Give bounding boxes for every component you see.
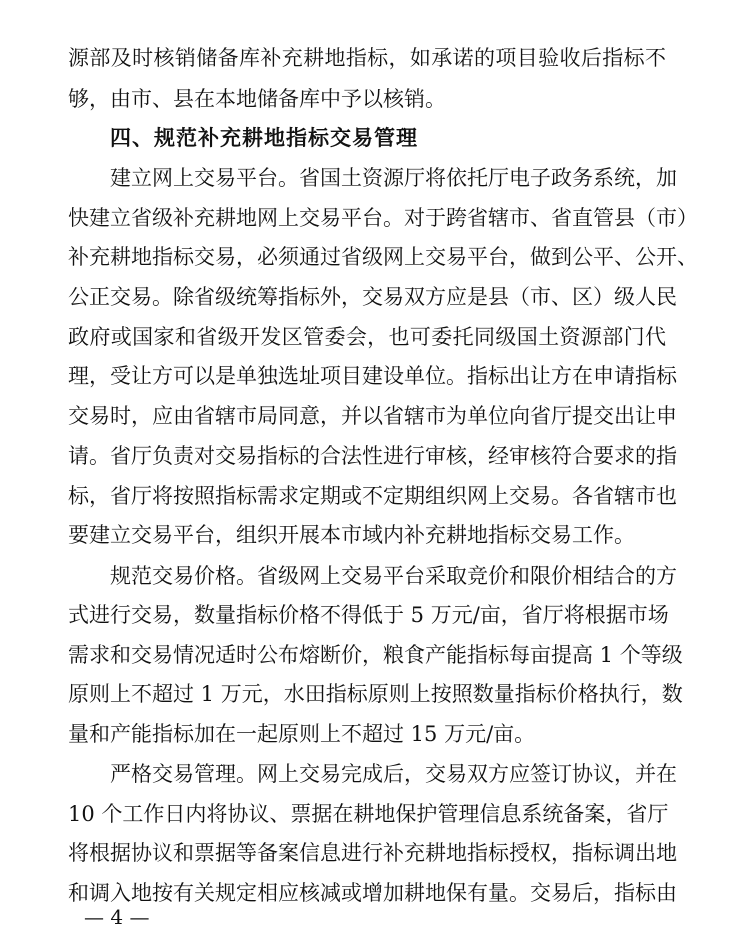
body-line: 理，受让方可以是单独选址项目建设单位。指标出让方在申请指标 bbox=[68, 364, 677, 388]
body-line: 量和产能指标加在一起原则上不超过 15 万元/亩。 bbox=[68, 722, 536, 746]
body-line: 标，省厅将按照指标需求定期或不定期组织网上交易。各省辖市也 bbox=[68, 484, 677, 508]
page-number: — 4 — bbox=[84, 905, 150, 929]
body-line: 10 个工作日内将协议、票据在耕地保护管理信息系统备案，省厅 bbox=[68, 802, 669, 826]
body-line: 交易时，应由省辖市局同意，并以省辖市为单位向省厅提交出让申 bbox=[68, 404, 677, 428]
body-line: 源部及时核销储备库补充耕地指标，如承诺的项目验收后指标不 bbox=[68, 46, 666, 70]
body-line: 政府或国家和省级开发区管委会，也可委托同级国土资源部门代 bbox=[68, 325, 666, 349]
body-line: 公正交易。除省级统筹指标外，交易双方应是县（市、区）级人民 bbox=[68, 285, 677, 309]
body-line: 将根据协议和票据等备案信息进行补充耕地指标授权，指标调出地 bbox=[68, 841, 677, 865]
body-line: 和调入地按有关规定相应核减或增加耕地保有量。交易后，指标由 bbox=[68, 881, 677, 905]
body-line: 原则上不超过 1 万元，水田指标原则上按照数量指标价格执行，数 bbox=[68, 682, 683, 706]
body-line: 式进行交易，数量指标价格不得低于 5 万元/亩，省厅将根据市场 bbox=[68, 603, 669, 627]
paragraph-start-line: 规范交易价格。省级网上交易平台采取竞价和限价相结合的方 bbox=[110, 564, 677, 588]
body-line: 需求和交易情况适时公布熔断价，粮食产能指标每亩提高 1 个等级 bbox=[68, 643, 683, 667]
paragraph-start-line: 建立网上交易平台。省国土资源厅将依托厅电子政务系统，加 bbox=[110, 166, 677, 190]
section-heading: 四、规范补充耕地指标交易管理 bbox=[110, 126, 418, 150]
body-line: 请。省厅负责对交易指标的合法性进行审核，经审核符合要求的指 bbox=[68, 444, 677, 468]
paragraph-start-line: 严格交易管理。网上交易完成后，交易双方应签订协议，并在 bbox=[110, 762, 677, 786]
body-line: 要建立交易平台，组织开展本市域内补充耕地指标交易工作。 bbox=[68, 523, 635, 547]
body-line: 快建立省级补充耕地网上交易平台。对于跨省辖市、省直管县（市） bbox=[68, 206, 698, 230]
body-line: 够，由市、县在本地储备库中予以核销。 bbox=[68, 87, 446, 111]
body-line: 补充耕地指标交易，必须通过省级网上交易平台，做到公平、公开、 bbox=[68, 245, 698, 269]
